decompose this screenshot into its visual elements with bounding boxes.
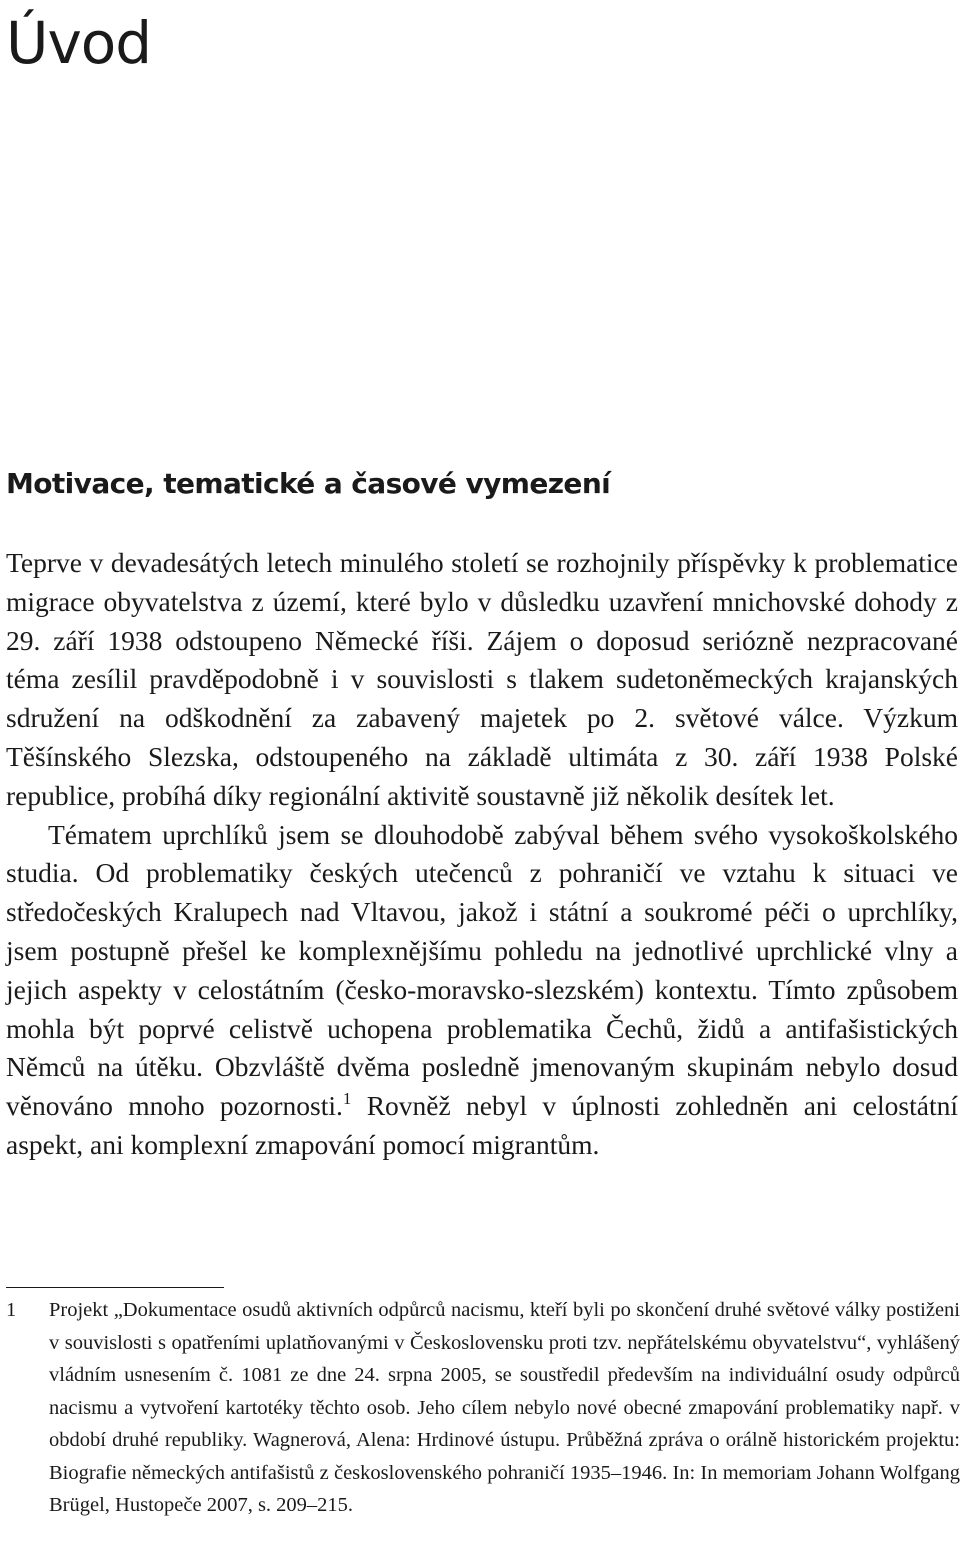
- footnote-number: 1: [6, 1299, 17, 1321]
- footnote-text: Projekt „Dokumentace osudů aktivních odpůrců nacismu, kteří byli po skončení druhé světové války postiženi v souvislosti s opatřeními uplatňovanými v Československu proti tzv. nepřátelskému obyvatelstvu“, vyhlášený vládním usnesením č. 1081 ze dne 24. srpna 2005, se soustředil především na individuální osudy odpůrců nacismu a vytvoření kartotéky těchto osob. Jeho cílem nebylo nové obecné zmapování problematiky např. v období druhé republiky. Wagnerová, Alena: Hrdinové ústupu. Průběžná zpráva o orálně historickém projektu: Biografie německých antifašistů z československého pohraničí 1935–1946. In: In memoriam Johann Wolfgang Brügel, Hustopeče 2007, s. 209–215.: [49, 1299, 960, 1516]
- paragraph-2: [6, 816, 958, 1165]
- paragraph-2-text: Tématem uprchlíků jsem se dlouhodobě zabýval během svého vysokoškolského studia. Od problematiky českých utečenců z pohraničí ve vztahu k situaci ve středočeských Kralupech nad Vltavou, jakož i státní a soukromé péči o uprchlíky, jsem postupně přešel ke komplexnějšímu pohledu na jednotlivé uprchlické vlny a jejich aspekty v celostátním (česko-moravsko-slezském) kontextu. Tímto způsobem mohla být poprvé celistvě uchopena problematika Čechů, židů a antifašistických Němců na útěku. Obzvláště dvěma posledně jmenovaným skupinám nebylo dosud věnováno mnoho pozornosti.: [6, 818, 958, 1122]
- section-heading: Motivace, tematické a časové vymezení: [6, 467, 611, 500]
- footnote-reference[interactable]: 1: [342, 1089, 352, 1109]
- paragraph-2-text-continued: Rovněž nebyl v úplnosti zohledněn ani celostátní aspekt, ani komplexní zmapování pomocí migrantům.: [6, 1090, 958, 1160]
- paragraph-1: Teprve v devadesátých letech minulého století se rozhojnily příspěvky k problematice migrace obyvatelstva z území, které bylo v důsledku uzavření mnichovské dohody z 29. září 1938 odstoupeno Německé říši. Zájem o doposud seriózně nezpracované téma zesílil pravděpodobně i v souvislosti s tlakem sudetoněmeckých krajanských sdružení na odškodnění za zabavený majetek po 2. světové válce. Výzkum Těšínského Slezska, odstoupeného na základě ultimáta z 30. září 1938 Polské republice, probíhá díky regionální aktivitě soustavně již několik desítek let.: [6, 547, 958, 811]
- chapter-title: Úvod: [6, 9, 152, 77]
- body-text: [6, 544, 958, 1165]
- footnote: [6, 1294, 960, 1522]
- footnote-separator: [6, 1287, 224, 1288]
